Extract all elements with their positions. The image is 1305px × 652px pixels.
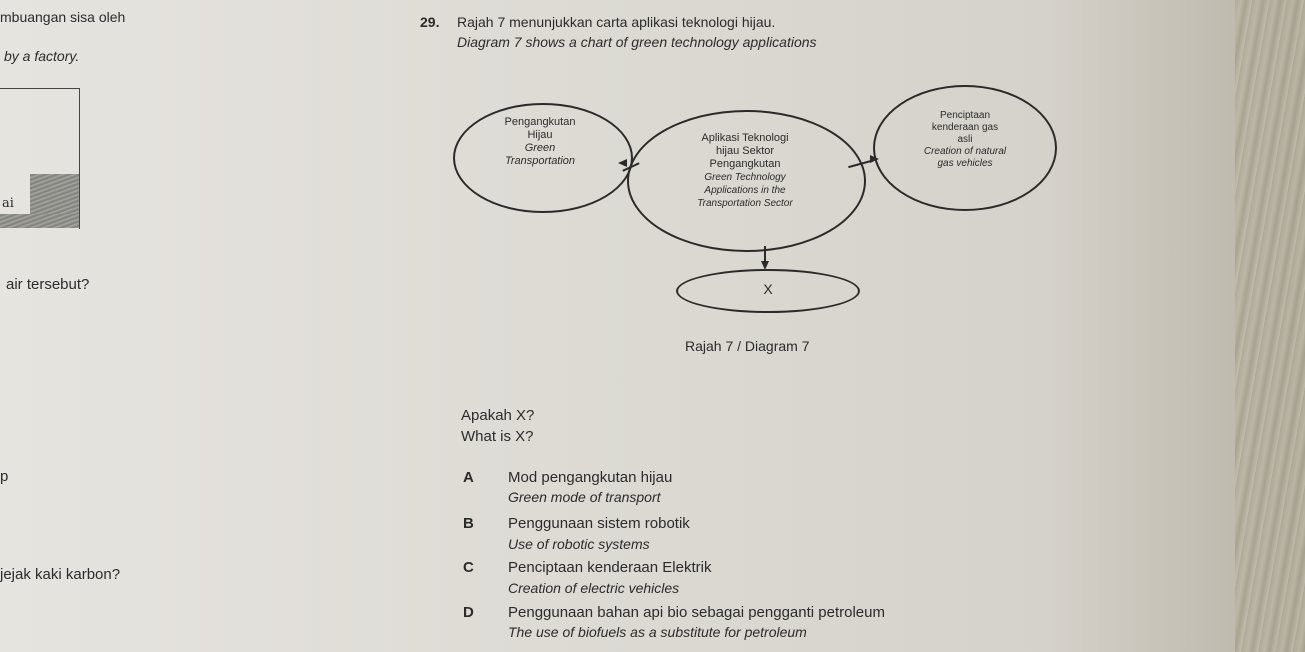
option-d-english: The use of biofuels as a substitute for petroleum	[508, 624, 807, 640]
left-figure-shading-bottom	[0, 214, 79, 228]
bottom-label-x: X	[763, 281, 773, 297]
right-line-2: kenderaan gas	[931, 122, 999, 133]
question-intro-malay: Rajah 7 menunjukkan carta aplikasi teknologi hijau.	[457, 14, 776, 30]
left-figure-label: ai	[2, 196, 14, 211]
left-question-fragment-1: air tersebut?	[6, 276, 90, 293]
left-line-en-2: Transportation	[504, 155, 576, 167]
center-line-en-2: Applications in the	[704, 185, 786, 196]
left-line-1: Pengangkutan	[504, 116, 576, 128]
prompt-english: What is X?	[461, 428, 534, 445]
option-d-malay: Penggunaan bahan api bio sebagai pengganti petroleum	[508, 604, 885, 621]
option-c-english: Creation of electric vehicles	[508, 580, 680, 596]
right-connector-arrow	[870, 155, 879, 163]
right-line-1: Penciptaan	[939, 110, 991, 121]
wooden-desk-edge	[1235, 0, 1305, 652]
option-c-letter: C	[463, 559, 474, 576]
left-subheader-fragment: by a factory.	[4, 48, 80, 64]
option-b-letter: B	[463, 515, 474, 532]
question-intro-english: Diagram 7 shows a chart of green technology applications	[457, 34, 817, 50]
option-a-letter: A	[463, 469, 474, 486]
diagram-caption: Rajah 7 / Diagram 7	[685, 338, 810, 354]
option-a-malay: Mod pengangkutan hijau	[508, 469, 673, 486]
right-line-en-2: gas vehicles	[937, 158, 993, 169]
right-line-3: asli	[957, 134, 973, 145]
left-letter-fragment: p	[0, 468, 9, 485]
center-line-1: Aplikasi Teknologi	[701, 132, 789, 144]
center-line-en-3: Transportation Sector	[697, 198, 793, 209]
down-connector-arrow	[761, 261, 769, 270]
center-line-2: hijau Sektor	[715, 145, 775, 157]
left-header-fragment: mbuangan sisa oleh	[0, 9, 126, 25]
option-b-malay: Penggunaan sistem robotik	[508, 515, 690, 532]
left-connector-arrow	[618, 159, 627, 167]
center-line-3: Pengangkutan	[709, 158, 781, 170]
right-line-en-1: Creation of natural	[923, 146, 1007, 157]
left-line-2: Hijau	[527, 129, 553, 141]
question-number: 29.	[420, 14, 440, 30]
prompt-malay: Apakah X?	[461, 407, 535, 424]
left-line-en-1: Green	[524, 142, 556, 154]
center-line-en-1: Green Technology	[704, 172, 786, 183]
option-c-malay: Penciptaan kenderaan Elektrik	[508, 559, 712, 576]
option-a-english: Green mode of transport	[508, 489, 661, 505]
left-question-fragment-2: jejak kaki karbon?	[0, 566, 121, 583]
option-b-english: Use of robotic systems	[508, 536, 650, 552]
option-d-letter: D	[463, 604, 474, 621]
